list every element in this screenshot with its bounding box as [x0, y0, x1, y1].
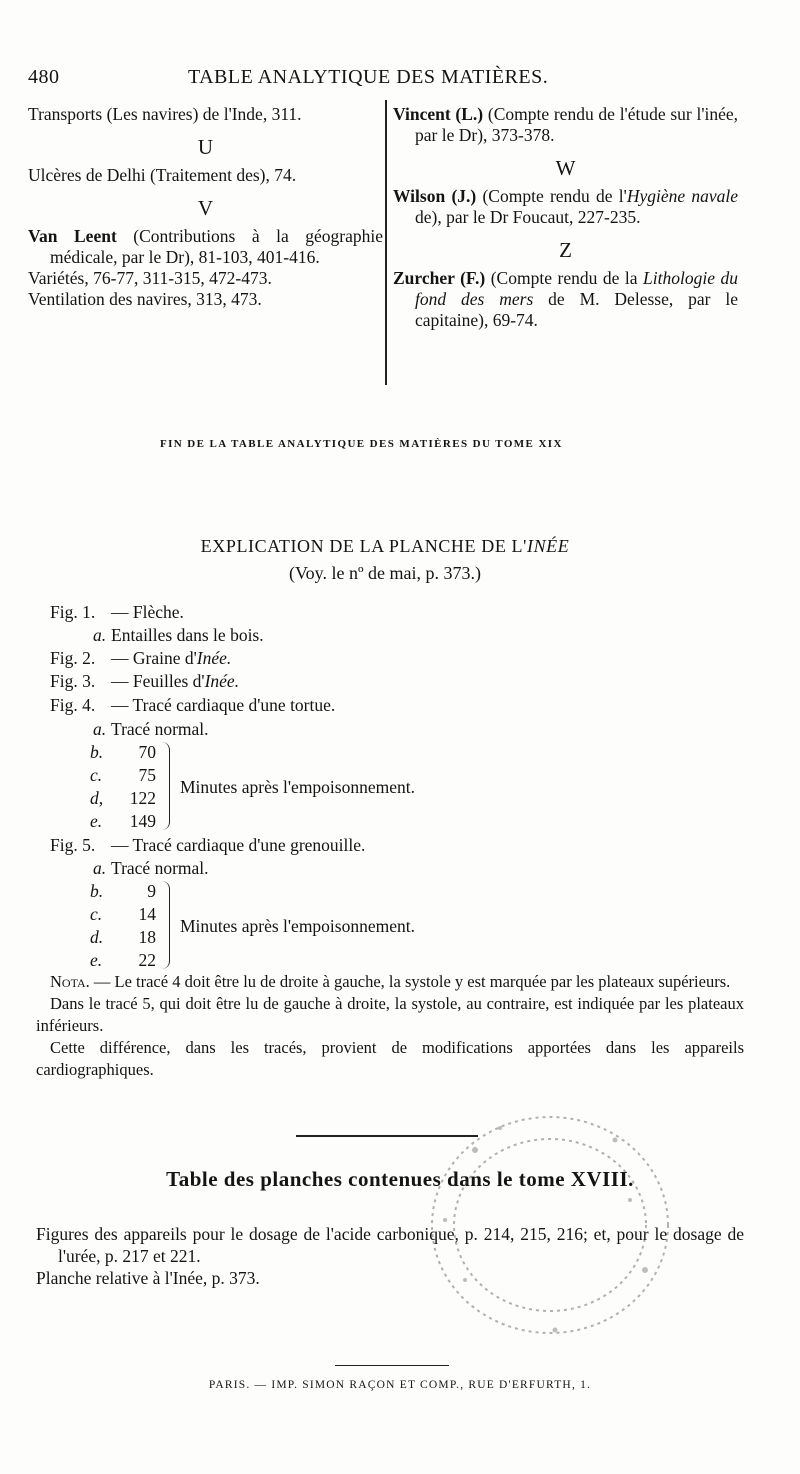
section-letter-z: Z	[559, 238, 572, 262]
footer-rule	[335, 1365, 449, 1366]
fig4-sub-label: d,	[90, 788, 104, 808]
fig5-sub-label: e.	[90, 950, 103, 970]
entry-text: (Compte rendu de l'étude sur l'inée, par le Dr), 373-378.	[415, 104, 738, 145]
fig4-sub-label: e.	[90, 811, 103, 831]
section-letter-w: W	[555, 156, 576, 180]
planches-title: Table des planches contenues dans le tome XVIII.	[166, 1167, 634, 1191]
fig4-text: — Tracé cardiaque d'une tortue.	[111, 695, 336, 715]
fig5-brace	[162, 881, 170, 969]
fig5-sub-value: 18	[138, 927, 156, 947]
fig2-text-italic: Inée.	[196, 648, 232, 668]
fig4-sub-value: 75	[138, 765, 156, 785]
explication-subtitle: (Voy. le nº de mai, p. 373.)	[288, 563, 482, 583]
index-entry-varietes: Variétés, 76-77, 311-315, 472-473.	[28, 268, 272, 288]
entry-italic: Lithologie du fond des mers	[415, 268, 738, 309]
entry-text: de), par le Dr Foucaut, 227-235.	[415, 207, 641, 227]
author-name: Zurcher (F.)	[393, 268, 486, 288]
fig5-sub-label: d.	[90, 927, 104, 947]
index-entry-transports: Transports (Les navires) de l'Inde, 311.	[28, 104, 302, 124]
planche-entry: Figures des appareils pour le dosage de l'acide carbonique, p. 214, 215, 216; et, pour le dosage de l'urée, p. 217 et 221.	[36, 1224, 744, 1266]
entry-italic: Hygiène navale	[626, 186, 739, 206]
entry-text: de M. Delesse, par le capitaine), 69-74.	[415, 289, 738, 330]
fig4-sub-label: c.	[90, 765, 103, 785]
running-title: TABLE ANALYTIQUE DES MATIÈRES.	[188, 66, 549, 88]
entry-text: (Compte rendu de l'	[482, 186, 627, 206]
entry-text: (Compte rendu de la	[490, 268, 638, 288]
page-number: 480	[28, 66, 60, 88]
fig5-brace-text: Minutes après l'empoisonnement.	[180, 916, 415, 936]
fig4-label: Fig. 4.	[50, 695, 96, 715]
fig1-label: Fig. 1.	[50, 602, 96, 622]
fig2-text-plain: — Graine d'	[111, 648, 197, 668]
fig2-label: Fig. 2.	[50, 648, 96, 668]
fig1-text: — Flèche.	[111, 602, 184, 622]
fig5-a-label: a.	[93, 858, 107, 878]
nota-paragraph-1	[36, 971, 744, 993]
explication-title-text: EXPLICATION DE LA PLANCHE DE L'	[200, 536, 527, 556]
fig4-sub-value: 70	[138, 742, 156, 762]
nota-paragraph-2: Dans le tracé 5, qui doit être lu de gauche à droite, la systole, au contraire, est indiquée par les plateaux inférieurs.	[36, 994, 744, 1035]
fig4-a-text: Tracé normal.	[111, 719, 209, 739]
author-name: Vincent (L.)	[393, 104, 484, 124]
fig1-a-text: Entailles dans le bois.	[111, 625, 264, 645]
explication-title-italic: INÉE	[526, 536, 570, 556]
fig4-sub-value: 149	[129, 811, 156, 831]
index-entry-ulceres: Ulcères de Delhi (Traitement des), 74.	[28, 165, 297, 185]
fig4-sub-value: 122	[129, 788, 156, 808]
fig4-a-label: a.	[93, 719, 107, 739]
section-letter-v: V	[197, 196, 214, 220]
fig5-label: Fig. 5.	[50, 835, 96, 855]
index-entry-ventilation: Ventilation des navires, 313, 473.	[28, 289, 262, 309]
fig5-sub-value: 14	[138, 904, 156, 924]
fig4-brace	[162, 742, 170, 830]
author-name: Wilson (J.)	[393, 186, 477, 206]
fig3-label: Fig. 3.	[50, 671, 96, 691]
fig5-text: — Tracé cardiaque d'une grenouille.	[111, 835, 366, 855]
section-letter-u: U	[197, 135, 214, 159]
planche-entry: Planche relative à l'Inée, p. 373.	[36, 1268, 260, 1288]
fig3-text-italic: Inée.	[204, 671, 240, 691]
fig2-text	[111, 647, 231, 669]
fig5-sub-value: 22	[138, 950, 156, 970]
fig4-brace-text: Minutes après l'empoisonnement.	[180, 777, 415, 797]
printer-imprint: PARIS. — IMP. SIMON RAÇON ET COMP., RUE D'ERFURTH, 1.	[208, 1379, 592, 1391]
nota-text: — Le tracé 4 doit être lu de droite à gauche, la systole y est marquée par les plateaux supérieurs.	[93, 972, 731, 991]
fig5-a-text: Tracé normal.	[111, 858, 209, 878]
fig3-text-plain: — Feuilles d'	[111, 671, 205, 691]
nota-block	[36, 971, 744, 1081]
fig3-text	[111, 670, 239, 692]
fig4-sub-label: b.	[90, 742, 104, 762]
fig1-a-label: a.	[93, 625, 107, 645]
library-stamp-icon	[405, 1080, 695, 1360]
author-name: Van Leent	[28, 226, 117, 246]
entry-text: (Contributions à la géographie médicale, par le Dr), 81-103, 401-416.	[50, 226, 383, 267]
fig5-sub-label: c.	[90, 904, 103, 924]
fig5-sub-label: b.	[90, 881, 104, 901]
end-of-index-line: FIN DE LA TABLE ANALYTIQUE DES MATIÈRES DU TOME XIX	[160, 438, 563, 450]
fig5-sub-value: 9	[147, 881, 156, 901]
nota-paragraph-3: Cette différence, dans les tracés, provient de modifications apportées dans les appareils cardiographiques.	[36, 1038, 744, 1079]
nota-label: Nota.	[50, 972, 90, 991]
